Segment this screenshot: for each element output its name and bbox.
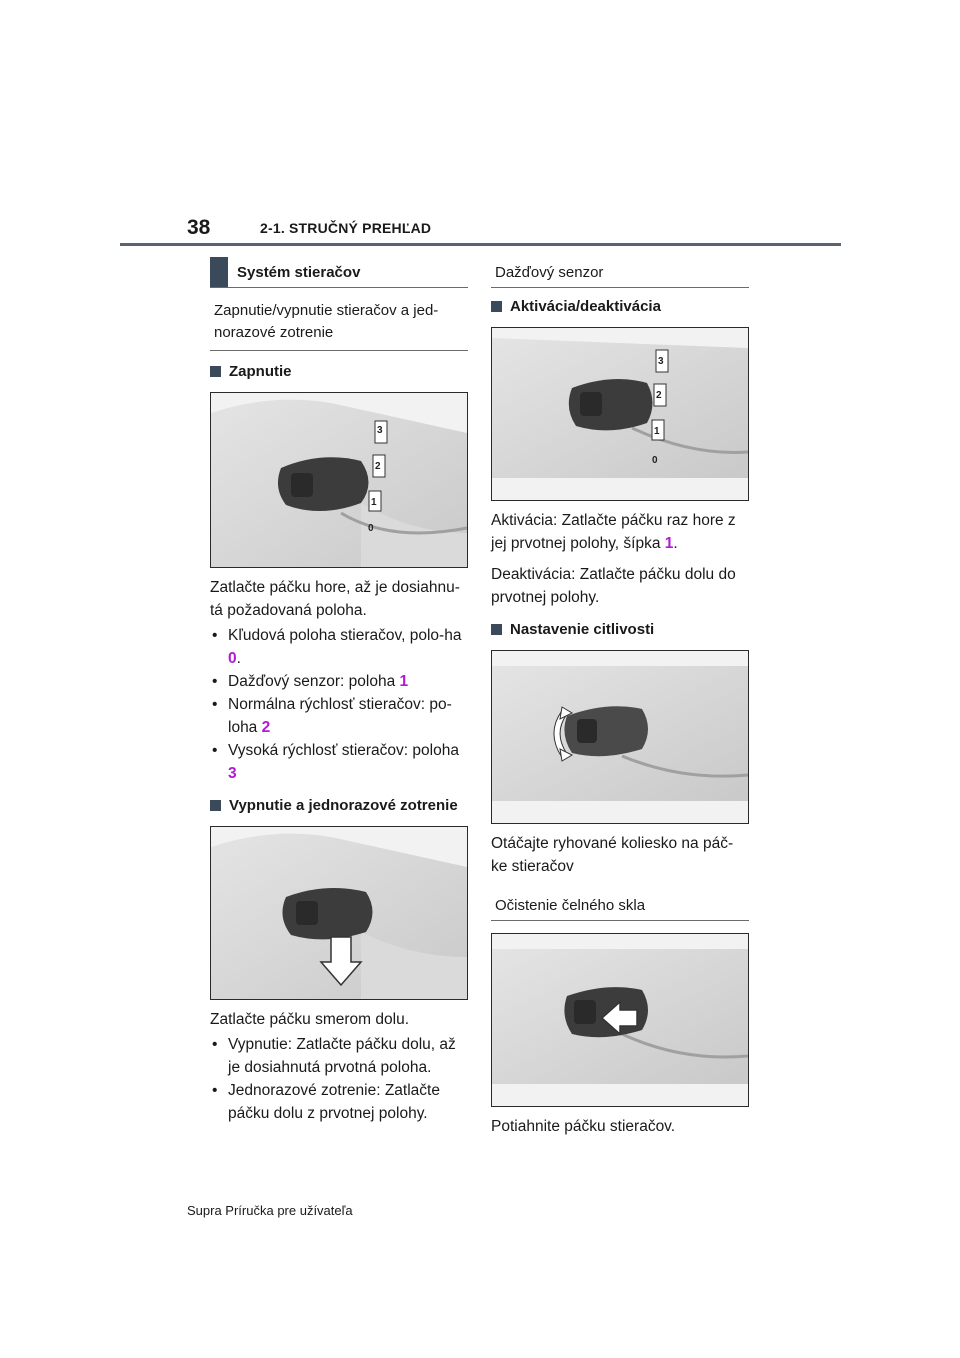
subhead-switch-on-label: Zapnutie	[229, 363, 292, 380]
fig-label-1: 1	[371, 497, 377, 508]
figure-rain-sensor	[491, 327, 749, 501]
switch-off-paragraph: Zatlačte páčku smerom dolu.	[210, 1011, 410, 1028]
fig2-label-3: 3	[658, 356, 664, 367]
deactivation-paragraph: Deaktivácia: Zatlačte páčku dolu do prvotnej polohy.	[491, 566, 736, 606]
sensitivity-illustration	[492, 651, 748, 823]
subhead-sensitivity-label: Nastavenie citlivosti	[510, 621, 655, 638]
subhead-sensitivity	[491, 621, 749, 638]
subhead-activation-label: Aktivácia/deaktivácia	[510, 298, 661, 315]
page-number: 38	[187, 216, 211, 239]
fig-label-2: 2	[375, 461, 381, 472]
subhead-switch-on	[210, 363, 468, 380]
washer-illustration	[492, 934, 748, 1106]
fig2-label-0: 0	[652, 455, 658, 466]
windshield-box-title: Očistenie čelného skla	[491, 890, 749, 921]
square-bullet-icon	[210, 800, 221, 811]
bullet-normal-speed: • Normálna rýchlosť stieračov: po-loha 2	[210, 693, 468, 739]
wiper-system-box-title	[210, 257, 468, 288]
rain-sensor-illustration	[492, 328, 748, 500]
section-title: 2-1. STRUČNÝ PREHĽAD	[260, 220, 432, 236]
switch-off-bullets	[210, 1033, 468, 1125]
bullet-rest-position: • Kľudová poloha stieračov, polo-ha 0.	[210, 624, 468, 670]
bullet-high-speed: • Vysoká rýchlosť stieračov: poloha 3	[210, 739, 468, 785]
left-column	[210, 257, 468, 1125]
square-bullet-icon	[491, 301, 502, 312]
right-column	[491, 257, 749, 1138]
rain-sensor-box-title: Dažďový senzor	[491, 257, 749, 288]
fig2-label-1: 1	[654, 426, 660, 437]
square-bullet-icon	[491, 624, 502, 635]
bullet-rain-sensor: • Dažďový senzor: poloha 1	[210, 670, 468, 693]
lever-up-illustration	[211, 393, 467, 567]
lever-down-illustration	[211, 827, 467, 999]
figure-lever-down	[210, 826, 468, 1000]
switch-on-bullets	[210, 624, 468, 785]
footer-text: Supra Príručka pre užívateľa	[187, 1203, 353, 1218]
figure-sensitivity	[491, 650, 749, 824]
activation-paragraph: Aktivácia: Zatlačte páčku raz hore z jej prvotnej polohy, šípka 1.	[491, 512, 736, 552]
fig-label-3: 3	[377, 425, 383, 436]
switch-on-paragraph: Zatlačte páčku hore, až je dosiahnu-tá požadovaná poloha.	[210, 579, 460, 619]
sensitivity-paragraph: Otáčajte ryhované koliesko na páč-ke stieračov	[491, 835, 734, 875]
title-marker	[210, 257, 228, 287]
header-rule	[120, 243, 841, 246]
fig2-label-2: 2	[656, 390, 662, 401]
bullet-switch-off: • Vypnutie: Zatlačte páčku dolu, až je dosiahnutá prvotná poloha.	[210, 1033, 468, 1079]
bullet-single-wipe: • Jednorazové zotrenie: Zatlačte páčku dolu z prvotnej polohy.	[210, 1079, 468, 1125]
subhead-activation	[491, 298, 749, 315]
figure-lever-up	[210, 392, 468, 568]
fig-label-0: 0	[368, 523, 374, 534]
wiper-system-title: Systém stieračov	[237, 263, 361, 281]
figure-washer	[491, 933, 749, 1107]
subhead-switch-off	[210, 797, 468, 814]
washer-paragraph: Potiahnite páčku stieračov.	[491, 1118, 676, 1135]
square-bullet-icon	[210, 366, 221, 377]
subhead-switch-off-label: Vypnutie a jednorazové zotrenie	[229, 797, 458, 814]
wiper-system-desc: Zapnutie/vypnutie stieračov a jed-norazové zotrenie	[210, 288, 468, 351]
